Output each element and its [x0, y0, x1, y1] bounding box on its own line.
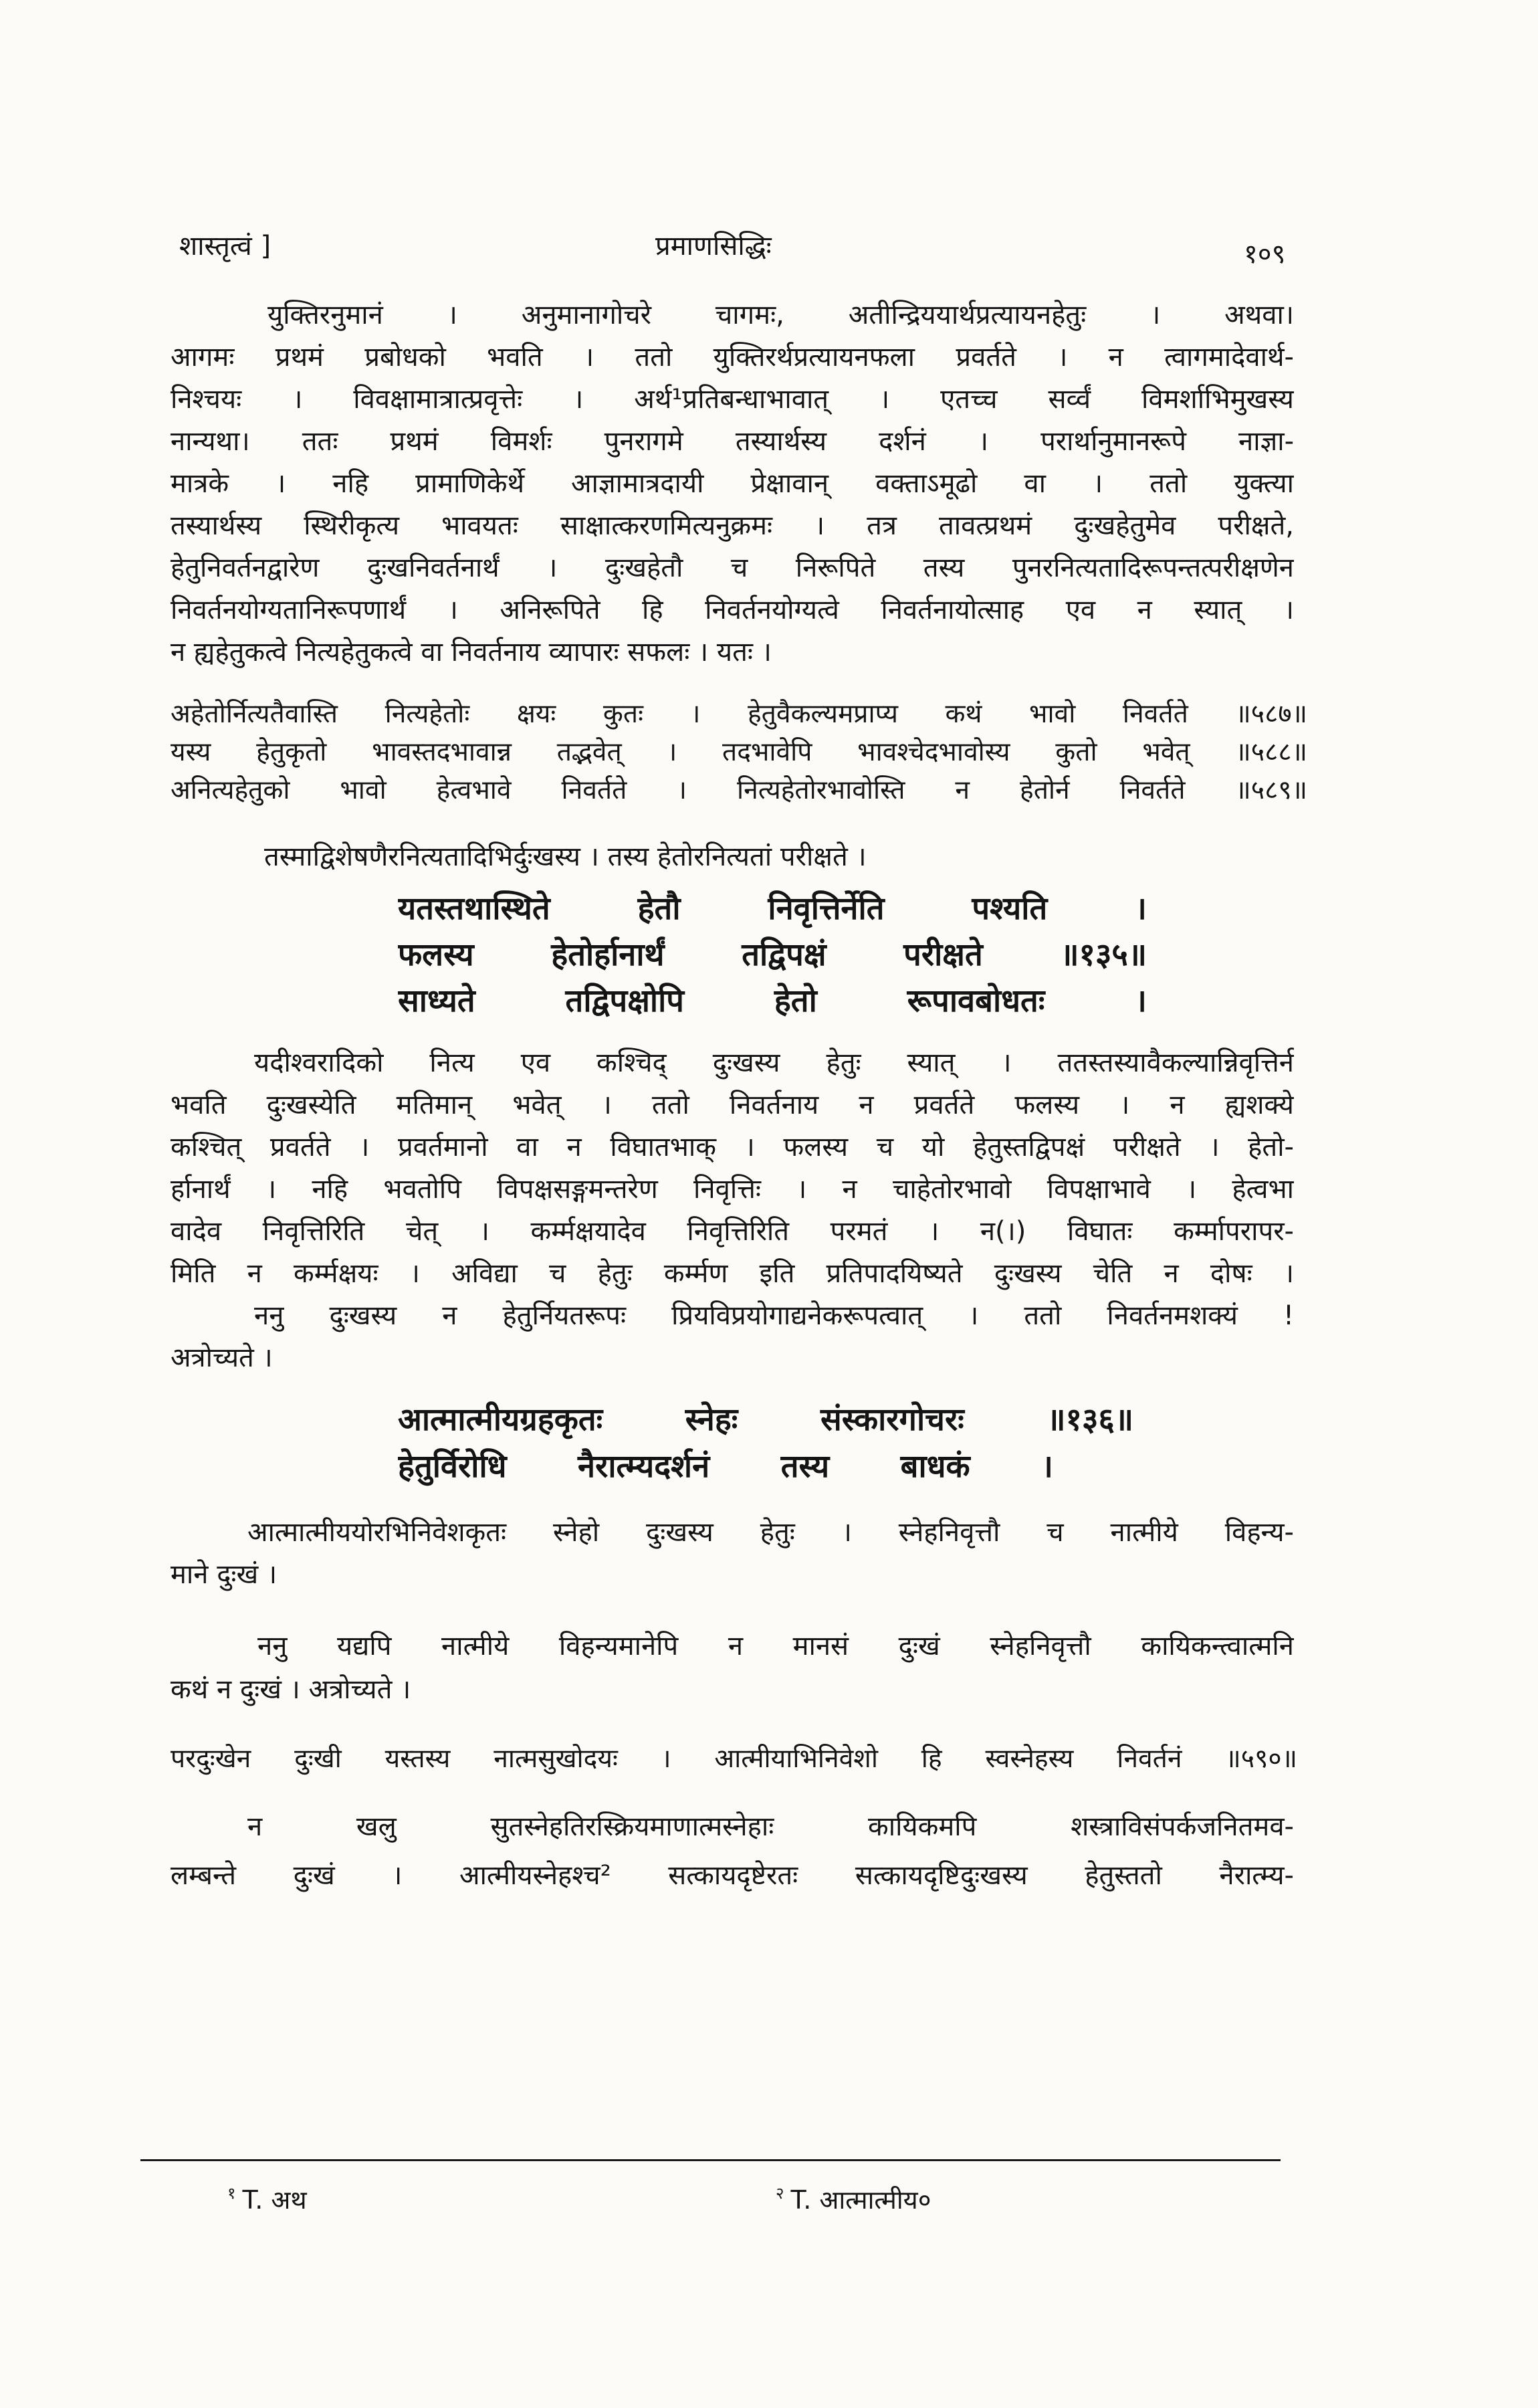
footnote-mark: १: [227, 2184, 236, 2203]
text-line: मिति न कर्म्मक्षयः । अविद्या च हेतुः कर्म्मण इति प्रतिपादयिष्यते दुःखस्य चेति न दोषः ।: [171, 1258, 1294, 1289]
text-line: निवर्तनयोग्यतानिरूपणार्थं । अनिरूपिते हि निवर्तनयोग्यत्वे निवर्तनायोत्साह एव न स्यात् ।: [171, 595, 1294, 625]
verse-line: अहेतोर्नित्यतैवास्ति नित्यहेतोः क्षयः कुतः । हेतुवैकल्यमप्राप्य कथं भावो निवर्तते ॥५८७॥: [171, 699, 1307, 729]
text-line: माने दुःखं ।: [171, 1559, 278, 1590]
text-line: मात्रके । नहि प्रामाणिकेर्थे आज्ञामात्रदायी प्रेक्षावान् वक्ताऽमूढो वा । ततो युक्त्या: [171, 468, 1294, 499]
text-line: ननु दुःखस्य न हेतुर्नियतरूपः प्रियविप्रयोगाद्यनेकरूपत्वात् । ततो निवर्तनमशक्यं !: [254, 1300, 1294, 1331]
text-line: र्हानार्थं । नहि भवतोपि विपक्षसङ्गमन्तरेण निवृत्तिः । न चाहेतोरभावो विपक्षाभावे । हेत्वभा: [171, 1174, 1294, 1205]
transition-line: तस्माद्विशेषणैरनित्यतादिभिर्दुःखस्य । तस्य हेतोरनित्यतां परीक्षते ।: [264, 841, 867, 872]
verse-line-590: परदुःखेन दुःखी यस्तस्य नात्मसुखोदयः । आत्मीयाभिनिवेशो हि स्वस्नेहस्य निवर्तनं ॥५९०॥: [171, 1744, 1297, 1774]
text-line: निश्चयः । विवक्षामात्रात्प्रवृत्तेः । अर्थ¹प्रतिबन्धाभावात् । एतच्च सर्व्वं विमर्शाभिमुखस्य: [171, 384, 1294, 415]
text-line: यदीश्वरादिको नित्य एव कश्चिद् दुःखस्य हेतुः स्यात् । ततस्तस्यावैकल्यान्निवृत्तिर्न: [254, 1047, 1294, 1078]
text-line: आत्मात्मीययोरभिनिवेशकृतः स्नेहो दुःखस्य हेतुः । स्नेहनिवृत्तौ च नात्मीये विहन्य-: [247, 1517, 1294, 1548]
text-line: आगमः प्रथमं प्रबोधको भवति । ततो युक्तिरर्थप्रत्यायनफला प्रवर्तते । न त्वागमादेवार्थ-: [171, 342, 1294, 373]
page-number: १०९: [1244, 239, 1286, 270]
karika-line: साध्यते तद्विपक्षोपि हेतो रूपावबोधतः ।: [398, 983, 1147, 1019]
text-line: ननु यद्यपि नात्मीये विहन्यमानेपि न मानसं दुःखं स्नेहनिवृत्तौ कायिकन्त्वात्मनि: [257, 1631, 1294, 1662]
running-head-title: प्रमाणसिद्धिः: [655, 231, 772, 262]
verse-line: यस्य हेतुकृतो भावस्तदभावान्न तद्भवेत् । तदभावेपि भावश्चेदभावोस्य कुतो भवेत् ॥५८८॥: [171, 737, 1307, 767]
text-line: वादेव निवृत्तिरिति चेत् । कर्म्मक्षयादेव निवृत्तिरिति परमतं । न(।) विघातः कर्म्मापरापर-: [171, 1216, 1294, 1247]
footnote-rule: [140, 2159, 1281, 2161]
text-line: हेतुनिवर्तनद्वारेण दुःखनिवर्तनार्थं । दुःखहेतौ च निरूपिते तस्य पुनरनित्यतादिरूपन्तत्परीक्षणेन: [171, 553, 1294, 583]
text-line: नान्यथा। ततः प्रथमं विमर्शः पुनरागमे तस्यार्थस्य दर्शनं । परार्थानुमानरूपे नाज्ञा-: [171, 426, 1294, 457]
text-line: न खलु सुतस्नेहतिरस्क्रियमाणात्मस्नेहाः कायिकमपि शस्त्राविसंपर्कजनितमव-: [247, 1811, 1294, 1842]
karika-line: फलस्य हेतोर्हानार्थं तद्विपक्षं परीक्षते ॥१३५॥: [398, 936, 1147, 973]
verse-line: अनित्यहेतुको भावो हेत्वभावे निवर्तते । नित्यहेतोरभावोस्ति न हेतोर्न निवर्तते ॥५८९॥: [171, 775, 1307, 805]
footnote-text: T. अथ: [242, 2185, 307, 2215]
karika-line: हेतुर्विरोधि नैरात्म्यदर्शनं तस्य बाधकं ।: [398, 1448, 1053, 1485]
footnote-text: T. आत्मात्मीय०: [790, 2185, 931, 2215]
footnote-2: [776, 2182, 931, 2217]
text-line: कश्चित् प्रवर्तते । प्रवर्तमानो वा न विघातभाक् । फलस्य च यो हेतुस्तद्विपक्षं परीक्षते । हेतो-: [171, 1132, 1294, 1163]
text-line: कथं न दुःखं । अत्रोच्यते ।: [171, 1674, 411, 1705]
karika-line: आत्मात्मीयग्रहकृतः स्नेहः संस्कारगोचरः ॥१३६॥: [398, 1401, 1133, 1438]
footnote-mark: २: [776, 2184, 784, 2203]
text-line: भवति दुःखस्येति मतिमान् भवेत् । ततो निवर्तनाय न प्रवर्तते फलस्य । न ह्यशक्ये: [171, 1090, 1294, 1120]
text-line: लम्बन्ते दुःखं । आत्मीयस्नेहश्च² सत्कायदृष्टेरतः सत्कायदृष्टिदुःखस्य हेतुस्ततो नैरात्म्य-: [171, 1860, 1294, 1891]
text-line: युक्तिरनुमानं । अनुमानागोचरे चागमः, अतीन्द्रिययार्थप्रत्यायनहेतुः । अथवा।: [267, 300, 1294, 330]
running-head-left: शास्तृत्वं ]: [179, 231, 271, 262]
text-line: तस्यार्थस्य स्थिरीकृत्य भावयतः साक्षात्करणमित्यनुक्रमः । तत्र तावत्प्रथमं दुःखहेतुमेव परीक्षते,: [171, 510, 1294, 541]
karika-line: यतस्तथास्थिते हेतौ निवृत्तिर्नेति पश्यति ।: [398, 890, 1147, 927]
text-line: न ह्यहेतुकत्वे नित्यहेतुकत्वे वा निवर्तनाय व्यापारः सफलः । यतः ।: [171, 637, 772, 668]
footnote-1: [227, 2182, 307, 2217]
text-line: अत्रोच्यते ।: [171, 1342, 273, 1373]
